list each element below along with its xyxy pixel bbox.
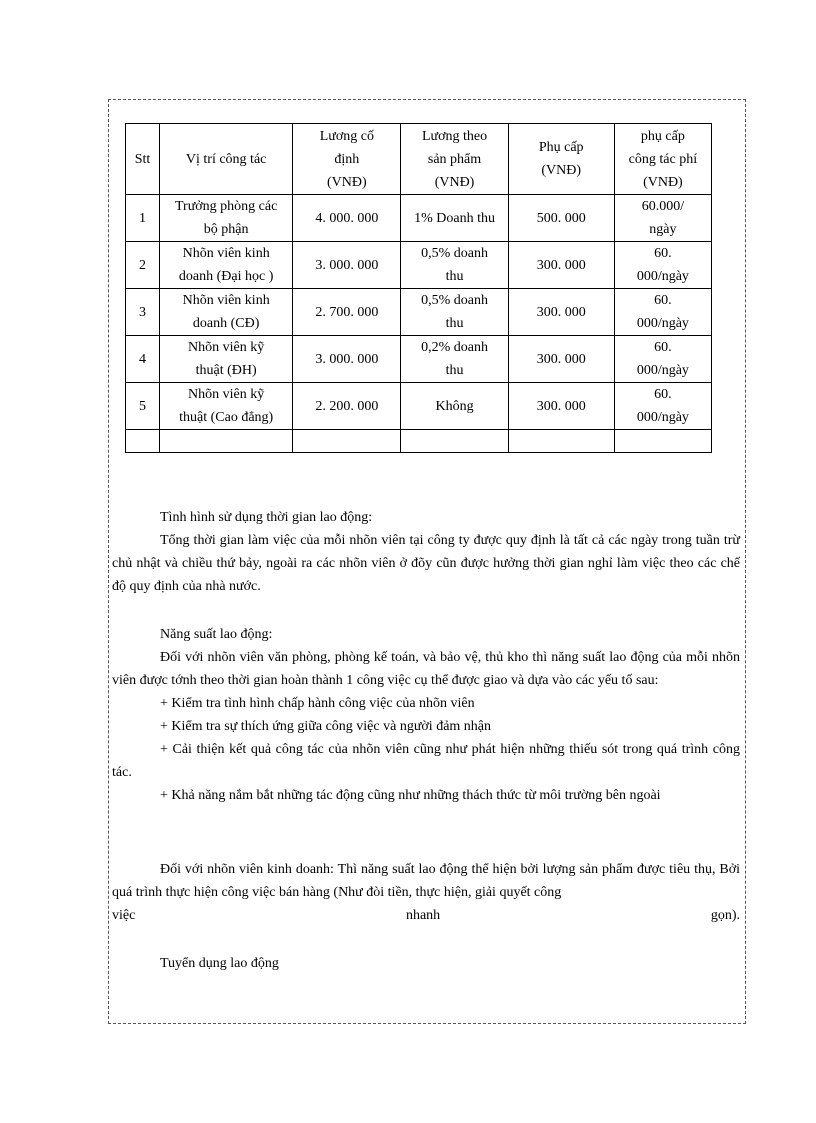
product-salary-cell	[401, 336, 508, 383]
travel-allowance-cell	[614, 242, 711, 289]
allowance-cell: 300. 000	[508, 242, 614, 289]
table-row	[126, 289, 712, 336]
header-text: (VNĐ)	[327, 174, 367, 190]
fixed-salary-cell: 2. 700. 000	[293, 289, 401, 336]
cell-line: doanh (CĐ)	[192, 316, 260, 331]
header-cell	[614, 124, 711, 195]
stt-cell: 4	[126, 336, 160, 383]
cell-line: Nhõn viên kinh	[182, 246, 270, 261]
cell-line: doanh (Đại học )	[178, 269, 274, 284]
cell-line: 1% Doanh thu	[414, 210, 495, 226]
sales-body: Đối với nhõn viên kinh doanh: Thì năng suất lao động thể hiện bởi lượng sản phẩm được tiêu thụ, Bởi quá trình thực hiện công việc bán hàng (Như đòi tiền, thực hiện, giải quyết công	[112, 862, 740, 900]
cell-line: thu	[445, 269, 464, 284]
allowance-cell: 300. 000	[508, 289, 614, 336]
header-text: sản phẩm	[427, 151, 482, 167]
header-text: Phụ cấp	[538, 140, 584, 155]
fixed-salary-cell: 2. 200. 000	[293, 383, 401, 430]
time-heading: Tình hình sử dụng thời gian lao động:	[160, 510, 373, 525]
cell-line: 60.	[654, 387, 672, 402]
travel-allowance-cell	[614, 383, 711, 430]
cell-line: 0,5% doanh	[421, 293, 488, 308]
empty-cell	[160, 430, 293, 453]
header-cell	[126, 124, 160, 195]
cell-line: 60.000/	[641, 199, 685, 214]
header-cell	[160, 124, 293, 195]
header-text: phụ cấp	[640, 128, 685, 144]
bullet-item: + Cải thiện kết quả công tác của nhõn viên cũng như phát hiện những thiếu sót trong quá trình công tác.	[112, 742, 740, 780]
table-row	[126, 383, 712, 430]
allowance-cell: 300. 000	[508, 336, 614, 383]
sales-word: gọn).	[710, 908, 740, 923]
product-salary-cell	[401, 242, 508, 289]
travel-allowance-cell	[614, 195, 711, 242]
sales-last-line	[112, 904, 740, 927]
empty-cell	[126, 430, 160, 453]
productivity-body: Đối với nhõn viên văn phòng, phòng kế toán, và bảo vệ, thủ kho thì năng suất lao động của mỗi nhõn viên được tớnh theo thời gian hoàn thành 1 công việc cụ thể được giao và dựa vào các yếu tố sau:	[112, 650, 740, 688]
cell-line: 60.	[654, 293, 672, 308]
cell-line: 0,5% doanh	[421, 246, 488, 261]
header-text: (VNĐ)	[643, 174, 683, 190]
header-text: công tác phí	[628, 151, 698, 167]
empty-cell	[401, 430, 508, 453]
sales-word: nhanh	[405, 908, 441, 923]
cell-line: 000/ngày	[636, 410, 689, 425]
stt-cell: 3	[126, 289, 160, 336]
empty-row	[126, 430, 712, 453]
header-cell	[508, 124, 614, 195]
header-text: Lương theo	[421, 128, 488, 144]
cell-line: 60.	[654, 340, 672, 355]
header-text: Vị trí công tác	[185, 151, 267, 167]
recruit-section	[112, 952, 740, 975]
time-body: Tổng thời gian làm việc của mỗi nhõn viên tại công ty được quy định là tất cả các ngày trong tuần trừ chủ nhật và chiều thứ bảy, ngoài ra các nhõn viên ở đõy cũn được hưởng thời gian nghỉ làm việc theo các chế độ quy định của nhà nước.	[112, 533, 740, 594]
header-text: (VNĐ)	[434, 174, 475, 190]
position-cell	[160, 242, 293, 289]
table-row	[126, 242, 712, 289]
empty-cell	[614, 430, 711, 453]
time-section	[112, 506, 740, 598]
cell-line: Nhõn viên kỹ	[188, 387, 265, 402]
cell-line: thu	[445, 363, 464, 378]
stt-cell: 2	[126, 242, 160, 289]
fixed-salary-cell: 4. 000. 000	[293, 195, 401, 242]
stt-cell: 1	[126, 195, 160, 242]
product-salary-cell	[401, 383, 508, 430]
cell-line: bộ phận	[203, 222, 249, 237]
cell-line: thu	[445, 316, 464, 331]
travel-allowance-cell	[614, 336, 711, 383]
cell-line: thuật (Cao đẳng)	[179, 410, 274, 425]
allowance-cell: 500. 000	[508, 195, 614, 242]
product-salary-cell	[401, 195, 508, 242]
header-cell	[293, 124, 401, 195]
table-header-row	[126, 124, 712, 195]
recruit-heading: Tuyển dụng lao động	[160, 956, 279, 971]
empty-cell	[508, 430, 614, 453]
cell-line: 000/ngày	[636, 269, 689, 284]
cell-line: Nhõn viên kỹ	[188, 340, 265, 355]
position-cell	[160, 383, 293, 430]
cell-line: Nhõn viên kinh	[182, 293, 270, 308]
cell-line: 000/ngày	[636, 316, 689, 331]
header-cell	[401, 124, 508, 195]
position-cell	[160, 336, 293, 383]
bullet-item: + Khả năng nắm bắt những tác động cũng như những thách thức từ môi trường bên ngoài	[160, 788, 661, 803]
position-cell	[160, 195, 293, 242]
cell-line: Không	[435, 398, 474, 414]
sales-section	[112, 858, 740, 927]
productivity-heading: Năng suất lao động:	[160, 627, 273, 642]
allowance-cell: 300. 000	[508, 383, 614, 430]
cell-line: Trưởng phòng các	[174, 199, 278, 214]
sales-word: việc	[112, 908, 136, 923]
travel-allowance-cell	[614, 289, 711, 336]
fixed-salary-cell: 3. 000. 000	[293, 242, 401, 289]
header-text: (VNĐ)	[541, 163, 582, 178]
table-row	[126, 336, 712, 383]
table-row	[126, 195, 712, 242]
productivity-section	[112, 623, 740, 807]
empty-cell	[293, 430, 401, 453]
stt-cell: 5	[126, 383, 160, 430]
header-text: Stt	[134, 151, 151, 167]
cell-line: 000/ngày	[636, 363, 689, 378]
fixed-salary-cell: 3. 000. 000	[293, 336, 401, 383]
bullet-item: + Kiểm tra sự thích ứng giữa công việc và người đảm nhận	[160, 719, 492, 734]
bullet-item: + Kiểm tra tình hình chấp hành công việc của nhõn viên	[160, 696, 475, 711]
header-text: Lương cố	[319, 128, 374, 144]
cell-line: ngày	[649, 222, 677, 237]
product-salary-cell	[401, 289, 508, 336]
cell-line: thuật (ĐH)	[195, 363, 257, 378]
position-cell	[160, 289, 293, 336]
cell-line: 0,2% doanh	[421, 340, 488, 355]
header-text: định	[334, 151, 360, 167]
cell-line: 60.	[654, 246, 672, 261]
salary-table	[125, 123, 712, 453]
